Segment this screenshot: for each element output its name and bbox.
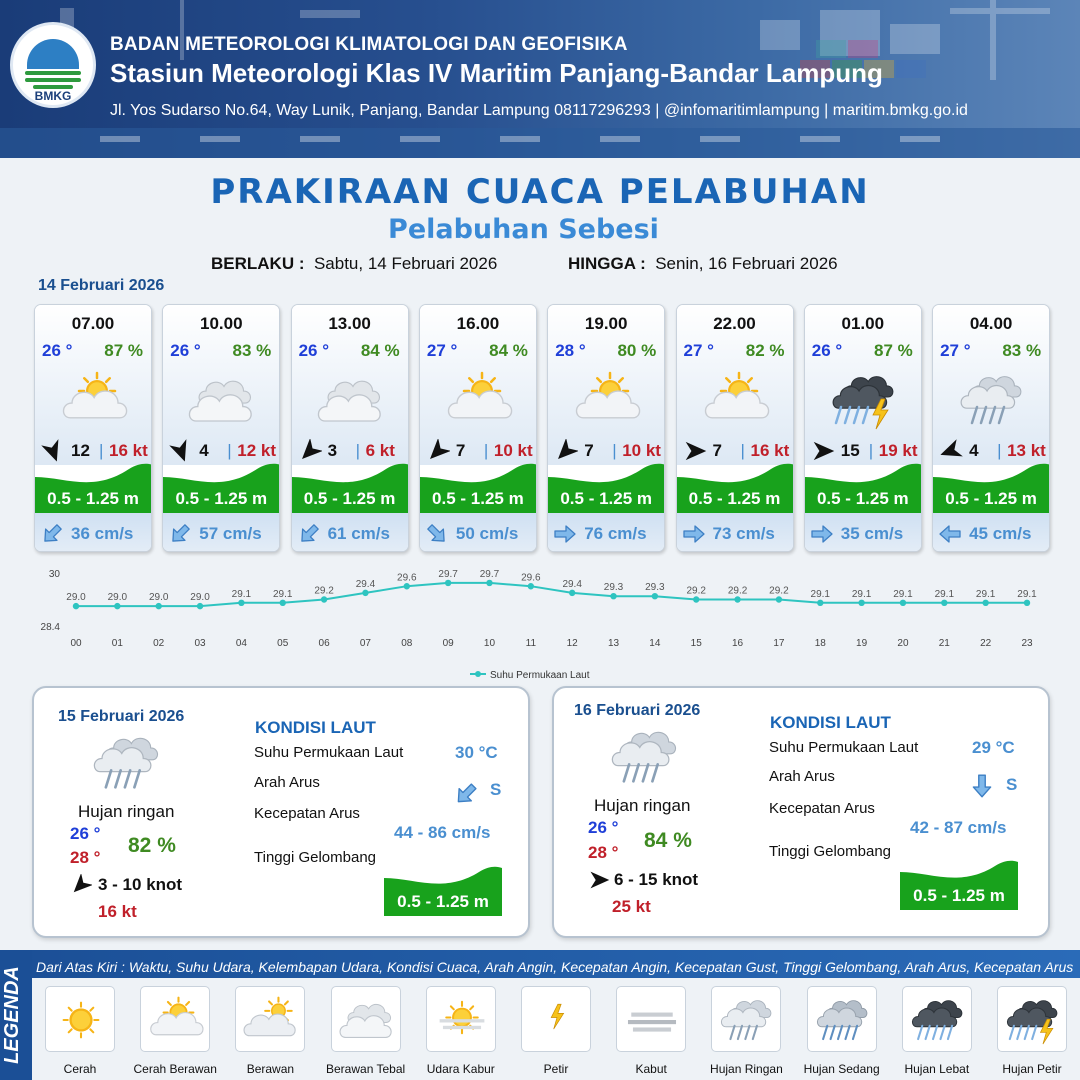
agency-name: BADAN METEOROLOGI KLIMATOLOGI DAN GEOFISIKA	[110, 34, 628, 55]
station-name: Stasiun Meteorologi Klas IV Maritim Panjang-Bandar Lampung	[110, 58, 883, 88]
wind-separator: |	[99, 441, 104, 460]
sst-value-label: 29.2	[314, 585, 334, 597]
validity-to	[568, 254, 838, 274]
sst-value-label: 29.0	[66, 592, 86, 604]
wind-speed: 4	[969, 441, 979, 460]
legend-series-name: Suhu Permukaan Laut	[490, 670, 590, 681]
current-speed: 35 cm/s	[840, 524, 904, 543]
forecast-time: 04.00	[969, 314, 1013, 333]
gust-speed: 6 kt	[365, 441, 395, 460]
x-tick-label: 17	[773, 638, 785, 649]
legend-item	[331, 986, 401, 1052]
forecast-wind	[169, 439, 277, 463]
legend-item-label: Hujan Sedang	[803, 1062, 880, 1076]
sst-value-label: 29.1	[893, 588, 913, 600]
legend-item	[140, 986, 210, 1052]
header-banner	[0, 0, 1080, 158]
current-speed-value: 42 - 87 cm/s	[910, 818, 1007, 837]
forecast-time: 16.00	[456, 314, 500, 333]
forecast-current	[35, 513, 151, 552]
wave-label: Tinggi Gelombang	[254, 849, 377, 866]
forecast-current	[163, 513, 279, 552]
legend-item	[235, 986, 305, 1052]
validity-from-value: Sabtu, 14 Februari 2026	[313, 254, 498, 273]
sst-value-label: 29.1	[231, 588, 252, 600]
validity-from	[211, 254, 497, 274]
forecast-temp: 27 °	[426, 341, 458, 360]
sst-point	[404, 583, 410, 589]
sst-value-label: 29.6	[521, 572, 541, 584]
bmkg-logo	[10, 22, 96, 108]
sst-label: Suhu Permukaan Laut	[769, 739, 919, 756]
logo-text: BMKG	[34, 89, 72, 103]
day-panel-15	[32, 686, 530, 938]
current-speed: 36 cm/s	[71, 524, 134, 543]
cerah-berawan-icon	[147, 991, 205, 1049]
legend-item	[45, 986, 115, 1052]
forecast-current	[420, 513, 536, 552]
forecast-card	[932, 304, 1050, 552]
hujan-sedang-icon	[814, 991, 872, 1049]
current-speed: 73 cm/s	[712, 524, 775, 543]
sst-value-label: 29.4	[562, 578, 582, 590]
legend-item-label: Kabut	[635, 1062, 667, 1076]
berawan-tebal-icon	[338, 991, 396, 1049]
sst-point	[528, 583, 534, 589]
sst-point	[238, 600, 244, 606]
hujan-lebat-icon	[909, 991, 967, 1049]
legend	[0, 950, 1080, 1080]
forecast-time: 07.00	[71, 314, 115, 333]
x-tick-label: 06	[318, 638, 330, 649]
sst-value: 30 °C	[455, 743, 498, 762]
y-tick-label: 28.4	[40, 622, 60, 633]
sst-value-label: 29.2	[727, 585, 748, 597]
sst-value-label: 29.1	[1017, 588, 1037, 600]
forecast-time: 22.00	[713, 314, 756, 333]
panel-gust: 16 kt	[98, 902, 137, 921]
x-tick-label: 14	[649, 638, 661, 649]
gust-speed: 16 kt	[109, 441, 148, 460]
x-tick-label: 04	[235, 638, 247, 649]
x-tick-label: 15	[690, 638, 702, 649]
legend-item	[711, 986, 781, 1052]
forecast-temp: 26 °	[170, 341, 201, 360]
legend-item-label: Hujan Lebat	[904, 1062, 970, 1076]
current-speed: 45 cm/s	[969, 524, 1032, 543]
panel-gust: 25 kt	[612, 897, 651, 916]
panel-tmax: 28 °	[588, 843, 619, 862]
x-tick-label: 23	[1021, 638, 1033, 649]
forecast-humidity: 83 %	[1002, 341, 1042, 360]
sst-value-label: 29.7	[438, 568, 458, 580]
forecast-wind	[426, 439, 534, 463]
current-speed: 61 cm/s	[327, 524, 390, 543]
kabut-icon	[623, 991, 681, 1049]
sst-point	[900, 600, 906, 606]
panel-date: 16 Februari 2026	[574, 702, 701, 719]
legend-item	[902, 986, 972, 1052]
x-tick-label: 11	[525, 638, 537, 649]
wind-arrow-icon	[169, 439, 193, 463]
cerah-berawan-icon	[701, 369, 771, 431]
forecast-current	[548, 513, 664, 552]
legend-item-label: Cerah Berawan	[133, 1062, 217, 1076]
x-tick-label: 02	[153, 638, 165, 649]
current-speed: 57 cm/s	[199, 524, 262, 543]
x-tick-label: 21	[938, 638, 950, 649]
x-tick-label: 05	[277, 638, 289, 649]
forecast-wind	[298, 439, 406, 463]
forecast-temp: 26 °	[298, 341, 330, 360]
forecast-time: 13.00	[328, 314, 371, 333]
current-arrow-icon	[809, 521, 835, 547]
x-tick-label: 13	[607, 638, 620, 649]
x-tick-label: 12	[566, 638, 578, 649]
forecast-current	[677, 513, 793, 552]
sst-point	[1024, 600, 1030, 606]
sst-line	[76, 583, 1027, 606]
legend-item	[807, 986, 877, 1052]
gust-speed: 10 kt	[493, 441, 533, 460]
forecast-card	[676, 304, 794, 552]
panel-tmin: 26 °	[70, 824, 101, 843]
forecast-wave: 0.5 - 1.25 m	[945, 489, 1037, 508]
sst-value-label: 29.7	[479, 568, 500, 580]
forecast-wind	[939, 439, 1047, 463]
hujan-ringan-icon	[718, 991, 776, 1049]
sst-value-label: 29.0	[148, 592, 169, 604]
current-dir-value: S	[1006, 775, 1018, 794]
forecast-time: 19.00	[584, 314, 628, 333]
wind-arrow-icon	[554, 439, 578, 463]
cerah-berawan-icon	[59, 369, 129, 431]
x-tick-label: 09	[442, 638, 454, 649]
current-arrow-icon	[937, 521, 963, 547]
x-tick-label: 08	[401, 638, 413, 649]
panel-wave-value: 0.5 - 1.25 m	[913, 886, 1005, 905]
forecast-temp: 27 °	[683, 341, 714, 360]
forecast-humidity: 84 %	[360, 341, 400, 360]
wind-speed: 12	[71, 441, 90, 460]
wind-separator: |	[227, 441, 232, 460]
wind-arrow-icon	[588, 869, 610, 891]
wind-arrow-icon	[41, 439, 65, 463]
forecast-time: 01.00	[841, 314, 885, 333]
cerah-icon	[52, 991, 110, 1049]
current-arrow-icon	[552, 521, 578, 547]
panel-humidity: 84 %	[644, 829, 692, 852]
sst-point	[776, 596, 782, 602]
sst-value-label: 29.1	[975, 588, 996, 600]
sst-value-label: 29.3	[603, 582, 624, 594]
sst-point	[941, 600, 947, 606]
sst-value-label: 29.1	[934, 588, 955, 600]
station-address: Jl. Yos Sudarso No.64, Way Lunik, Panjang, Bandar Lampung 08117296293 | @infomaritimlampung | maritim.bmkg.go.id	[110, 102, 968, 119]
sst-value-label: 29.0	[107, 592, 128, 604]
current-dir-label: Arah Arus	[254, 774, 320, 791]
forecast-humidity: 84 %	[489, 341, 528, 360]
panel-tmin: 26 °	[588, 818, 619, 837]
sst-chart	[0, 560, 1080, 685]
sst-value-label: 29.0	[190, 592, 210, 604]
current-arrow-icon	[167, 521, 193, 547]
current-arrow-icon	[968, 772, 996, 800]
wind-speed: 7	[712, 441, 722, 460]
sst-point	[280, 600, 286, 606]
panel-wind-range: 6 - 15 knot	[614, 870, 699, 889]
x-tick-label: 07	[359, 638, 371, 649]
petir-icon	[528, 991, 586, 1049]
wind-arrow-icon	[426, 439, 450, 463]
x-tick-label: 18	[814, 638, 826, 649]
sst-value-label: 29.2	[769, 585, 789, 597]
sst-value-label: 29.6	[397, 572, 417, 584]
current-speed-value: 44 - 86 cm/s	[394, 823, 491, 842]
gust-speed: 10 kt	[622, 441, 661, 460]
sst-point	[486, 580, 492, 586]
sst-point	[155, 603, 161, 609]
current-speed: 76 cm/s	[584, 524, 647, 543]
wind-arrow-icon	[939, 439, 963, 463]
validity-to-label: HINGGA :	[568, 254, 646, 273]
hujan-ringan-icon	[608, 724, 682, 790]
current-dir-value: S	[490, 780, 502, 799]
sst-point	[569, 590, 575, 596]
legend-item-label: Cerah	[63, 1062, 97, 1076]
wind-separator: |	[355, 441, 361, 460]
x-tick-label: 20	[897, 638, 909, 649]
sst-point	[610, 593, 616, 599]
legend-item-label: Hujan Ringan	[710, 1062, 783, 1076]
legend-item	[426, 986, 496, 1052]
sst-point	[362, 590, 368, 596]
forecast-humidity: 80 %	[617, 341, 657, 360]
sst-point	[817, 600, 823, 606]
panel-tmax: 28 °	[70, 848, 101, 867]
x-tick-label: 00	[70, 638, 82, 649]
page-title: PRAKIRAAN CUACA PELABUHAN	[210, 172, 870, 212]
sst-value-label: 29.3	[645, 582, 665, 594]
current-arrow-icon	[452, 780, 480, 808]
forecast-wind	[41, 439, 149, 463]
berawan-tebal-icon	[187, 369, 257, 431]
berawan-tebal-icon	[316, 369, 386, 431]
wind-speed: 3	[327, 441, 338, 460]
legend-item	[521, 986, 591, 1052]
sst-label: Suhu Permukaan Laut	[254, 744, 404, 761]
forecast-wave: 0.5 - 1.25 m	[432, 489, 524, 508]
sst-point	[652, 593, 658, 599]
page-subtitle: Pelabuhan Sebesi	[388, 214, 659, 245]
legend-item-label: Petir	[543, 1062, 569, 1076]
gust-speed: 12 kt	[237, 441, 277, 460]
sst-point	[114, 603, 120, 609]
forecast-card	[804, 304, 922, 552]
sst-point	[197, 603, 203, 609]
sst-point	[73, 603, 79, 609]
sst-point	[858, 600, 864, 606]
wind-speed: 7	[455, 441, 466, 460]
day1-date: 14 Februari 2026	[38, 277, 165, 294]
forecast-wave: 0.5 - 1.25 m	[47, 489, 139, 508]
wind-arrow-icon	[298, 439, 322, 463]
x-tick-label: 03	[194, 638, 206, 649]
wind-speed: 7	[584, 441, 594, 460]
legend-item	[997, 986, 1067, 1052]
legend-note: Dari Atas Kiri : Waktu, Suhu Udara, Kelembapan Udara, Kondisi Cuaca, Arah Angin, Kecepatan Angin, Kecepatan Gust, Tinggi Gelombang, Arah Arus, Kecepatan Arus	[36, 959, 1074, 975]
current-arrow-icon	[39, 521, 65, 547]
sst-value-label: 29.1	[851, 588, 872, 600]
forecast-wave: 0.5 - 1.25 m	[175, 489, 268, 508]
panel-wave-value: 0.5 - 1.25 m	[397, 892, 489, 911]
sst-point	[982, 600, 988, 606]
current-speed-label: Kecepatan Arus	[769, 800, 875, 817]
forecast-current	[805, 513, 921, 552]
current-speed: 50 cm/s	[455, 524, 519, 543]
x-tick-label: 01	[111, 638, 123, 649]
wind-arrow-icon	[811, 439, 835, 463]
forecast-temp: 28 °	[555, 341, 586, 360]
sst-point	[693, 596, 699, 602]
sst-point	[445, 580, 451, 586]
current-dir-label: Arah Arus	[769, 768, 835, 785]
validity-to-value: Senin, 16 Februari 2026	[655, 254, 838, 273]
sst-value-label: 29.1	[810, 588, 830, 600]
forecast-temp: 26 °	[811, 341, 843, 360]
hujan-ringan-icon	[957, 369, 1027, 431]
forecast-wind	[683, 439, 791, 463]
legend-item	[616, 986, 686, 1052]
legend-item-label: Berawan Tebal	[326, 1062, 406, 1076]
hujan-ringan-icon	[90, 730, 164, 796]
current-arrow-icon	[296, 521, 322, 547]
gust-speed: 13 kt	[1007, 441, 1046, 460]
panel-date: 15 Februari 2026	[58, 708, 185, 725]
gust-speed: 16 kt	[750, 441, 790, 460]
forecast-wave: 0.5 - 1.25 m	[303, 489, 396, 508]
current-arrow-icon	[681, 521, 707, 547]
forecast-temp: 26 °	[42, 341, 73, 360]
wind-arrow-icon	[70, 874, 92, 896]
current-arrow-icon	[424, 521, 450, 547]
forecast-card	[547, 304, 665, 552]
legend-marker	[475, 671, 481, 677]
forecast-wind	[811, 439, 919, 463]
panel-condition: Hujan ringan	[78, 802, 175, 821]
sst-value-label: 29.2	[686, 585, 706, 597]
legend-item-label: Berawan	[246, 1062, 295, 1076]
forecast-card	[34, 304, 152, 552]
current-speed-label: Kecepatan Arus	[254, 805, 360, 822]
sst-point	[321, 596, 327, 602]
forecast-humidity: 82 %	[745, 341, 785, 360]
wind-speed: 4	[199, 441, 209, 460]
cerah-berawan-icon	[572, 369, 642, 431]
wind-separator: |	[997, 441, 1002, 460]
sst-value-label: 29.4	[355, 578, 376, 590]
y-tick-label: 30	[48, 569, 60, 580]
cerah-berawan-icon	[444, 369, 514, 431]
wind-separator: |	[740, 441, 745, 460]
wind-separator: |	[612, 441, 617, 460]
gust-speed: 19 kt	[878, 441, 918, 460]
berawan-icon	[242, 991, 300, 1049]
x-tick-label: 22	[980, 638, 992, 649]
udara-kabur-icon	[433, 991, 491, 1049]
wave-label: Tinggi Gelombang	[769, 843, 892, 860]
x-tick-label: 16	[732, 638, 744, 649]
panel-humidity: 82 %	[128, 834, 176, 857]
validity-from-label: BERLAKU :	[211, 254, 305, 273]
forecast-wave: 0.5 - 1.25 m	[816, 489, 909, 508]
wind-separator: |	[483, 441, 489, 460]
forecast-wave: 0.5 - 1.25 m	[688, 489, 781, 508]
legend-item-label: Udara Kabur	[426, 1062, 495, 1076]
kondisi-laut-label: KONDISI LAUT	[255, 718, 376, 737]
legend-item-label: Hujan Petir	[1002, 1062, 1062, 1076]
x-tick-label: 19	[856, 638, 868, 649]
panel-wind-range: 3 - 10 knot	[98, 875, 183, 894]
forecast-humidity: 87 %	[874, 341, 913, 360]
panel-condition: Hujan ringan	[594, 796, 691, 815]
forecast-current	[933, 513, 1049, 552]
wind-separator: |	[868, 441, 874, 460]
legend-title: LEGENDA	[1, 966, 23, 1064]
kondisi-laut-label: KONDISI LAUT	[770, 713, 891, 732]
forecast-current	[292, 513, 408, 552]
forecast-wave: 0.5 - 1.25 m	[560, 489, 653, 508]
wind-arrow-icon	[683, 439, 707, 463]
sst-value-label: 29.1	[273, 588, 293, 600]
sst-value: 29 °C	[972, 738, 1015, 757]
hujan-petir-icon	[1004, 991, 1062, 1049]
x-tick-label: 10	[483, 638, 496, 649]
wind-speed: 15	[840, 441, 860, 460]
forecast-card	[419, 304, 537, 552]
hujan-petir-icon	[829, 369, 899, 431]
forecast-card	[291, 304, 409, 552]
forecast-temp: 27 °	[940, 341, 971, 360]
forecast-humidity: 83 %	[232, 341, 272, 360]
forecast-humidity: 87 %	[104, 341, 143, 360]
forecast-time: 10.00	[200, 314, 243, 333]
forecast-card	[162, 304, 280, 552]
forecast-wind	[554, 439, 662, 463]
day-panel-16	[552, 686, 1050, 938]
sst-point	[734, 596, 740, 602]
